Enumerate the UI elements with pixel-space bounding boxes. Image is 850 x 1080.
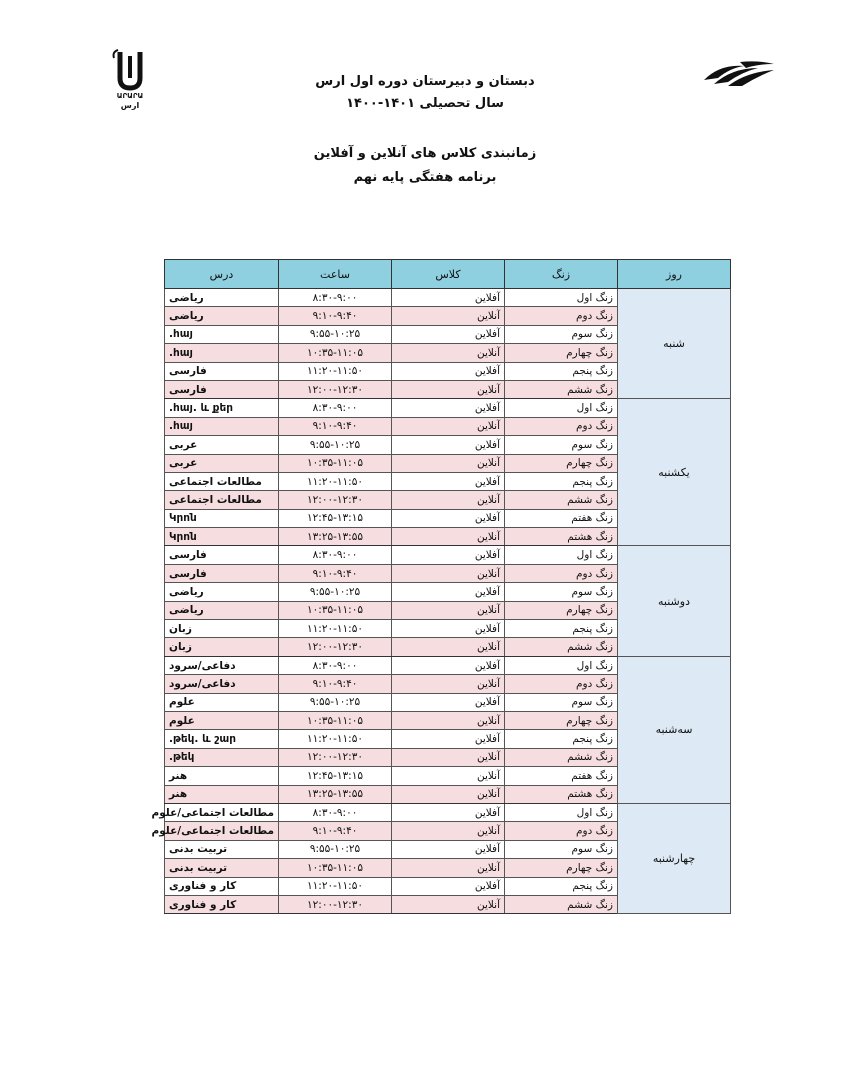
class-type-cell: آفلاین <box>392 546 505 564</box>
subject-cell: مطالعات اجتماعی <box>165 472 279 490</box>
subject-cell: فارسی <box>165 564 279 582</box>
bell-cell: زنگ دوم <box>505 417 618 435</box>
bell-cell: زنگ اول <box>505 289 618 307</box>
logo-text-top: ԱՐԱՐԱ <box>116 92 144 100</box>
subject-cell: ریاضی <box>165 307 279 325</box>
subject-cell: ریاضی <box>165 289 279 307</box>
time-cell: ۹:۵۵-۱۰:۲۵ <box>279 436 392 454</box>
day-cell: یکشنبه <box>618 399 731 546</box>
subject-cell: مطالعات اجتماعی/علوم <box>165 803 279 821</box>
time-cell: ۱۲:۰۰-۱۲:۳۰ <box>279 491 392 509</box>
time-cell: ۱۲:۰۰-۱۲:۳۰ <box>279 895 392 913</box>
table-row <box>165 656 731 674</box>
bell-cell: زنگ سوم <box>505 436 618 454</box>
academic-year: سال تحصیلی ۱۴۰۱-۱۴۰۰ <box>346 96 504 111</box>
table-row <box>165 289 731 307</box>
bell-cell: زنگ دوم <box>505 564 618 582</box>
subject-cell: دفاعی/سرود <box>165 675 279 693</box>
time-cell: ۹:۱۰-۹:۴۰ <box>279 417 392 435</box>
bell-cell: زنگ هشتم <box>505 528 618 546</box>
class-type-cell: آفلاین <box>392 472 505 490</box>
subject-cell: عربی <box>165 454 279 472</box>
class-type-cell: آفلاین <box>392 583 505 601</box>
weekly-schedule-table <box>151 259 731 914</box>
class-type-cell: آنلاین <box>392 417 505 435</box>
time-cell: ۸:۳۰-۹:۰۰ <box>279 656 392 674</box>
time-cell: ۹:۵۵-۱۰:۲۵ <box>279 840 392 858</box>
bell-cell: زنگ اول <box>505 656 618 674</box>
class-type-cell: آنلاین <box>392 675 505 693</box>
bell-cell: زنگ سوم <box>505 325 618 343</box>
subject-cell: کار و فناوری <box>165 877 279 895</box>
class-type-cell: آنلاین <box>392 748 505 766</box>
time-cell: ۱۱:۲۰-۱۱:۵۰ <box>279 877 392 895</box>
bell-cell: زنگ پنجم <box>505 730 618 748</box>
subject-cell: թեկ. <box>165 748 279 766</box>
time-cell: ۱۳:۲۵-۱۳:۵۵ <box>279 785 392 803</box>
class-type-cell: آنلاین <box>392 767 505 785</box>
class-type-cell: آفلاین <box>392 840 505 858</box>
subject-cell: مطالعات اجتماعی <box>165 491 279 509</box>
schedule-subtitle: زمانبندی کلاس های آنلاین و آفلاین <box>313 146 537 161</box>
table-row <box>165 399 731 417</box>
subject-cell: کار و فناوری <box>165 895 279 913</box>
time-cell: ۹:۱۰-۹:۴۰ <box>279 307 392 325</box>
bell-cell: زنگ دوم <box>505 675 618 693</box>
bell-cell: زنگ چهارم <box>505 601 618 619</box>
subject-cell: հայ. և քեր. <box>165 399 279 417</box>
bell-cell: زنگ ششم <box>505 380 618 398</box>
bell-cell: زنگ پنجم <box>505 362 618 380</box>
header-bell: زنگ <box>505 260 618 289</box>
subject-cell: زبان <box>165 620 279 638</box>
bell-cell: زنگ هشتم <box>505 785 618 803</box>
time-cell: ۹:۵۵-۱۰:۲۵ <box>279 693 392 711</box>
bell-cell: زنگ سوم <box>505 693 618 711</box>
bell-cell: زنگ چهارم <box>505 344 618 362</box>
class-type-cell: آنلاین <box>392 785 505 803</box>
time-cell: ۸:۳۰-۹:۰۰ <box>279 399 392 417</box>
time-cell: ۹:۱۰-۹:۴۰ <box>279 822 392 840</box>
class-type-cell: آنلاین <box>392 711 505 729</box>
class-type-cell: آنلاین <box>392 859 505 877</box>
schedule-body <box>151 289 731 914</box>
subject-cell: عربی <box>165 436 279 454</box>
subject-cell: فارسی <box>165 380 279 398</box>
logo-text-bottom: ارس <box>120 101 140 110</box>
class-type-cell: آنلاین <box>392 380 505 398</box>
subject-cell: ریاضی <box>165 601 279 619</box>
time-cell: ۱۱:۲۰-۱۱:۵۰ <box>279 472 392 490</box>
subject-cell: هنر <box>165 767 279 785</box>
bell-cell: زنگ پنجم <box>505 472 618 490</box>
day-cell: سه‌شنبه <box>618 656 731 803</box>
class-type-cell: آفلاین <box>392 325 505 343</box>
time-cell: ۸:۳۰-۹:۰۰ <box>279 546 392 564</box>
bell-cell: زنگ ششم <box>505 748 618 766</box>
subject-cell: ریاضی <box>165 583 279 601</box>
day-cell: دوشنبه <box>618 546 731 656</box>
time-cell: ۱۰:۳۵-۱۱:۰۵ <box>279 601 392 619</box>
table-row <box>165 803 731 821</box>
subject-cell: هنر <box>165 785 279 803</box>
table-row <box>165 546 731 564</box>
subject-cell: հայ. <box>165 417 279 435</box>
program-title: برنامه هفتگی پایه نهم <box>353 170 497 185</box>
subject-cell: دفاعی/سرود <box>165 656 279 674</box>
time-cell: ۱۰:۳۵-۱۱:۰۵ <box>279 859 392 877</box>
bell-cell: زنگ چهارم <box>505 859 618 877</box>
time-cell: ۸:۳۰-۹:۰۰ <box>279 803 392 821</box>
subject-cell: فارسی <box>165 546 279 564</box>
time-cell: ۱۲:۰۰-۱۲:۳۰ <box>279 748 392 766</box>
time-cell: ۹:۵۵-۱۰:۲۵ <box>279 325 392 343</box>
time-cell: ۹:۱۰-۹:۴۰ <box>279 564 392 582</box>
bell-cell: زنگ سوم <box>505 583 618 601</box>
time-cell: ۱۳:۲۵-۱۳:۵۵ <box>279 528 392 546</box>
time-cell: ۱۱:۲۰-۱۱:۵۰ <box>279 362 392 380</box>
header-time: ساعت <box>279 260 392 289</box>
class-type-cell: آنلاین <box>392 307 505 325</box>
bell-cell: زنگ چهارم <box>505 454 618 472</box>
class-type-cell: آنلاین <box>392 564 505 582</box>
subject-cell: Կրոն <box>165 509 279 527</box>
time-cell: ۱۰:۳۵-۱۱:۰۵ <box>279 344 392 362</box>
class-type-cell: آفلاین <box>392 289 505 307</box>
class-type-cell: آنلاین <box>392 822 505 840</box>
time-cell: ۱۲:۴۵-۱۳:۱۵ <box>279 767 392 785</box>
bell-cell: زنگ اول <box>505 546 618 564</box>
bell-cell: زنگ پنجم <box>505 620 618 638</box>
class-type-cell: آنلاین <box>392 528 505 546</box>
day-cell: شنبه <box>618 289 731 399</box>
bell-cell: زنگ ششم <box>505 638 618 656</box>
time-cell: ۱۲:۰۰-۱۲:۳۰ <box>279 638 392 656</box>
class-type-cell: آفلاین <box>392 509 505 527</box>
bell-cell: زنگ سوم <box>505 840 618 858</box>
class-type-cell: آنلاین <box>392 895 505 913</box>
subject-cell: թեկ. և շար. <box>165 730 279 748</box>
bell-cell: زنگ دوم <box>505 822 618 840</box>
subject-cell: زبان <box>165 638 279 656</box>
subject-cell: علوم <box>165 711 279 729</box>
time-cell: ۹:۱۰-۹:۴۰ <box>279 675 392 693</box>
time-cell: ۱۰:۳۵-۱۱:۰۵ <box>279 711 392 729</box>
class-type-cell: آفلاین <box>392 877 505 895</box>
subject-cell: فارسی <box>165 362 279 380</box>
time-cell: ۱۱:۲۰-۱۱:۵۰ <box>279 620 392 638</box>
bell-cell: زنگ اول <box>505 399 618 417</box>
time-cell: ۱۱:۲۰-۱۱:۵۰ <box>279 730 392 748</box>
class-type-cell: آفلاین <box>392 362 505 380</box>
subject-cell: հայ. <box>165 325 279 343</box>
subject-cell: مطالعات اجتماعی/علوم <box>165 822 279 840</box>
bell-cell: زنگ پنجم <box>505 877 618 895</box>
class-type-cell: آنلاین <box>392 454 505 472</box>
day-cell: چهارشنبه <box>618 803 731 913</box>
class-type-cell: آنلاین <box>392 601 505 619</box>
class-type-cell: آفلاین <box>392 436 505 454</box>
time-cell: ۸:۳۰-۹:۰۰ <box>279 289 392 307</box>
bell-cell: زنگ هفتم <box>505 509 618 527</box>
subject-cell: علوم <box>165 693 279 711</box>
class-type-cell: آنلاین <box>392 344 505 362</box>
bell-cell: زنگ دوم <box>505 307 618 325</box>
table-header-row <box>165 260 731 289</box>
bell-cell: زنگ ششم <box>505 491 618 509</box>
bell-cell: زنگ ششم <box>505 895 618 913</box>
header-subject: درس <box>165 260 279 289</box>
time-cell: ۱۲:۴۵-۱۳:۱۵ <box>279 509 392 527</box>
header-day: روز <box>618 260 731 289</box>
class-type-cell: آفلاین <box>392 693 505 711</box>
bell-cell: زنگ چهارم <box>505 711 618 729</box>
class-type-cell: آنلاین <box>392 491 505 509</box>
class-type-cell: آفلاین <box>392 620 505 638</box>
class-type-cell: آفلاین <box>392 730 505 748</box>
subject-cell: تربیت بدنی <box>165 859 279 877</box>
class-type-cell: آفلاین <box>392 803 505 821</box>
class-type-cell: آفلاین <box>392 399 505 417</box>
header-class: کلاس <box>392 260 505 289</box>
class-type-cell: آفلاین <box>392 656 505 674</box>
time-cell: ۹:۵۵-۱۰:۲۵ <box>279 583 392 601</box>
class-type-cell: آنلاین <box>392 638 505 656</box>
time-cell: ۱۲:۰۰-۱۲:۳۰ <box>279 380 392 398</box>
subject-cell: Կրոն <box>165 528 279 546</box>
subject-cell: հայ. <box>165 344 279 362</box>
bell-cell: زنگ هفتم <box>505 767 618 785</box>
time-cell: ۱۰:۳۵-۱۱:۰۵ <box>279 454 392 472</box>
subject-cell: تربیت بدنی <box>165 840 279 858</box>
bell-cell: زنگ اول <box>505 803 618 821</box>
school-name: دبستان و دبیرستان دوره اول ارس <box>315 74 535 89</box>
